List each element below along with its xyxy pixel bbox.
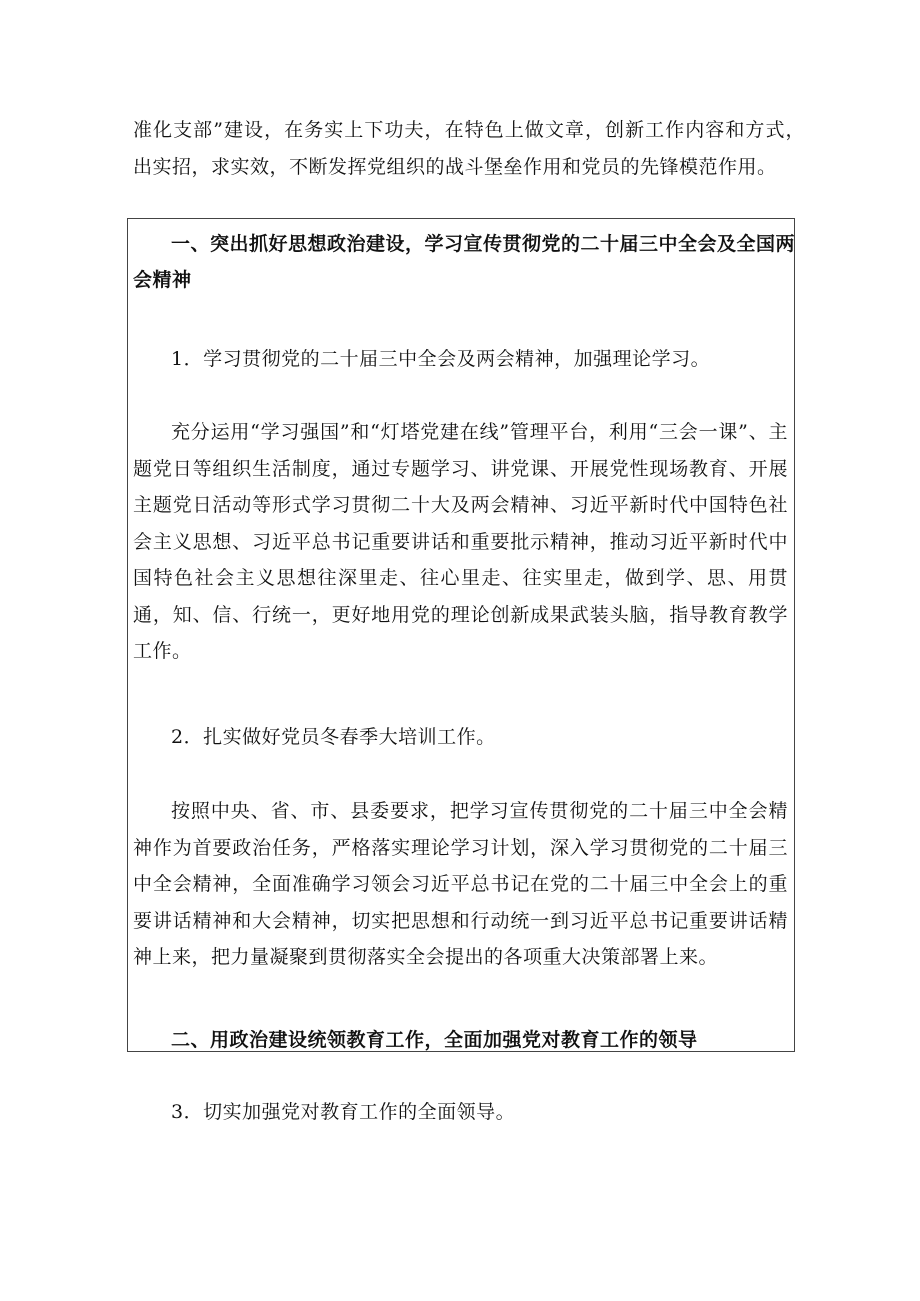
item3-title: 3．切实加强党对教育工作的全面领导。	[171, 1101, 516, 1123]
item1-title: 1．学习贯彻党的二十届三中全会及两会精神，加强理论学习。	[171, 348, 711, 370]
item1-body: 充分运用“学习强国”和“灯塔党建在线”管理平台，利用“三会一课”、主题党日等组织生活制度，通过专题学习、讲党课、开展党性现场教育、开展主题党日活动等形式学习贯彻二十大及两会精神、习近平新时代中国特色社会主义思想、习近平总书记重要讲话和重要批示精神，推动习近平新时代中国特色社会主义思想往深里走、往心里走、往实里走，做到学、思、用贯通，知、信、行统一，更好地用党的理论创新成果武装头脑，指导教育教学工作。	[133, 421, 788, 662]
item2-body: 按照中央、省、市、县委要求，把学习宣传贯彻党的二十届三中全会精神作为首要政治任务，严格落实理论学习计划，深入学习贯彻党的二十届三中全会精神，全面准确学习领会习近平总书记在党的二十届三中全会上的重要讲话精神和大会精神，切实把思想和行动统一到习近平总书记重要讲话精神上来，把力量凝聚到贯彻落实全会提出的各项重大决策部署上来。	[133, 800, 788, 968]
section1-heading: 一、突出抓好思想政治建设，学习宣传贯彻党的二十届三中全会及全国两会精神	[133, 233, 796, 291]
intro-paragraph: 准化支部”建设，在务实上下功夫，在特色上做文章，创新工作内容和方式，出实招，求实效，不断发挥党组织的战斗堡垒作用和党员的先锋模范作用。	[133, 119, 805, 178]
item2-title: 2．扎实做好党员冬春季大培训工作。	[171, 726, 496, 748]
section2-heading: 二、用政治建设统领教育工作，全面加强党对教育工作的领导	[171, 1029, 698, 1051]
